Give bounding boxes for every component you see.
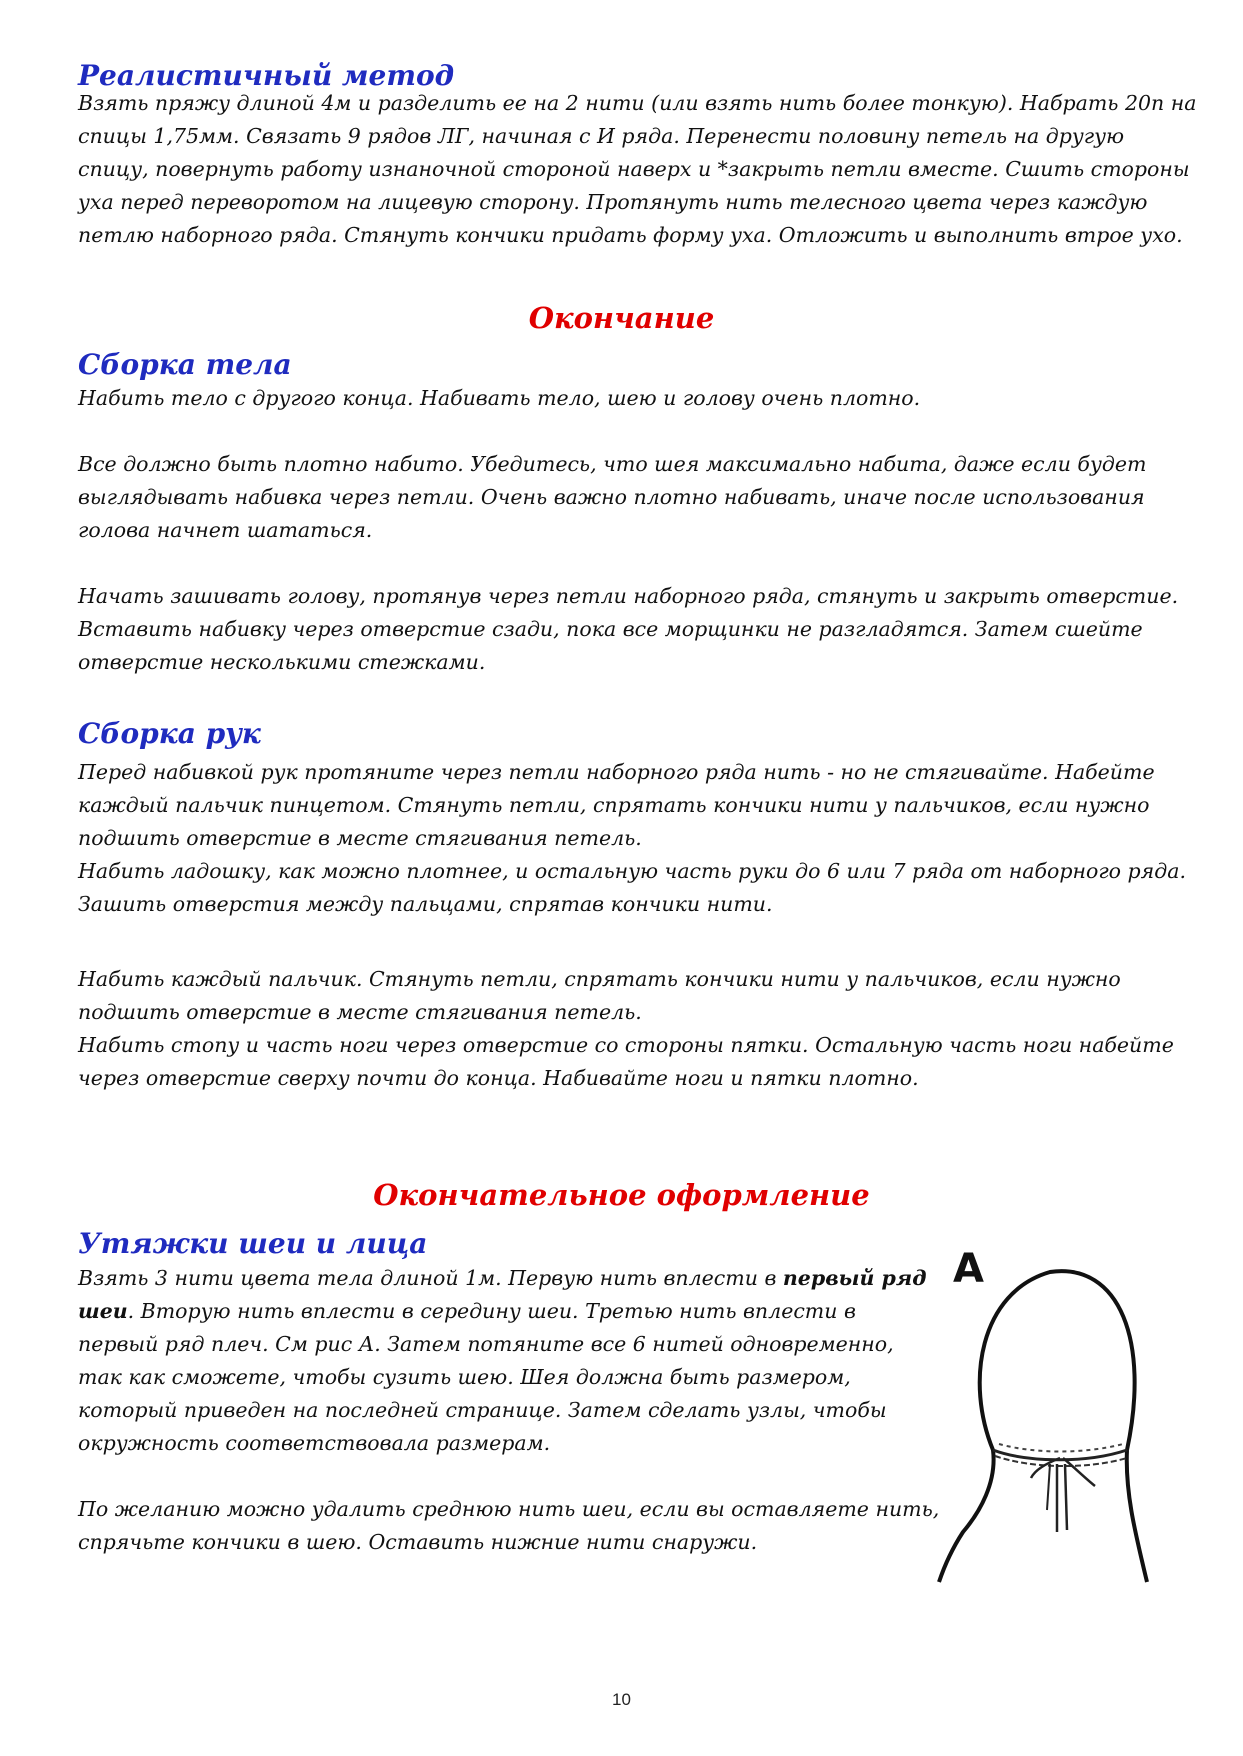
neck-tie-stitch xyxy=(999,1444,1123,1452)
text-line: спицу, повернуть работу изнаночной стороной наверх и *закрыть петли вместе. Сшить стороны xyxy=(78,157,1190,181)
paragraph-arms-2 xyxy=(78,963,1174,1095)
text-line: через отверстие сверху почти до конца. Набивайте ноги и пятки плотно. xyxy=(78,1066,919,1090)
thread-end xyxy=(1031,1458,1060,1478)
text-line: По желанию можно удалить среднюю нить шеи, если вы оставляете нить, xyxy=(78,1497,940,1521)
text-line: Набить стопу и часть ноги через отверстие со стороны пятки. Остальную часть ноги набейте xyxy=(78,1033,1174,1057)
thread-end xyxy=(1063,1458,1095,1486)
emphasis-text: шеи xyxy=(78,1299,128,1323)
text-line: Взять пряжу длиной 4м и разделить ее на 2 нити (или взять нить более тонкую). Набрать 20п на xyxy=(78,91,1197,115)
text-line: который приведен на последней странице. Затем сделать узлы, чтобы xyxy=(78,1398,887,1422)
paragraph-neck-1 xyxy=(78,1262,926,1460)
paragraph-body-2 xyxy=(78,448,1146,547)
text-line: голова начнет шататься. xyxy=(78,518,373,542)
text-line: Зашить отверстия между пальцами, спрятав кончики нити. xyxy=(78,892,773,916)
text-line: спицы 1,75мм. Связать 9 рядов ЛГ, начиная с И ряда. Перенести половину петель на другую xyxy=(78,124,1125,148)
text-line: первый ряд плеч. См рис А. Затем потяните все 6 нитей одновременно, xyxy=(78,1332,894,1356)
text-line: подшить отверстие в месте стягивания петель. xyxy=(78,1000,642,1024)
text-line: выглядывать набивка через петли. Очень важно плотно набивать, иначе после использования xyxy=(78,485,1145,509)
text-line: окружность соответствовала размерам. xyxy=(78,1431,551,1455)
text-line: отверстие несколькими стежками. xyxy=(78,650,486,674)
emphasis-text: первый ряд xyxy=(782,1266,927,1290)
thread-end xyxy=(1047,1464,1050,1510)
page-number: 10 xyxy=(612,1690,631,1709)
body-outline-right xyxy=(1127,1450,1147,1582)
text-line: каждый пальчик пинцетом. Стянуть петли, спрятать кончики нити у пальчиков, если нужно xyxy=(78,793,1150,817)
text-line: уха перед переворотом на лицевую сторону. Протянуть нить телесного цвета через каждую xyxy=(78,190,1148,214)
text-line xyxy=(78,1295,926,1328)
paragraph-body-3 xyxy=(78,580,1178,679)
body-outline-left xyxy=(939,1450,994,1582)
paragraph-body-1 xyxy=(78,382,920,415)
text-line: спрячьте кончики в шею. Оставить нижние нити снаружи. xyxy=(78,1530,758,1554)
text-run: Взять 3 нити цвета тела длиной 1м. Первую нить вплести в xyxy=(78,1266,783,1290)
figure-label: A xyxy=(953,1246,984,1292)
thread-end xyxy=(1065,1464,1067,1530)
text-line: так как сможете, чтобы сузить шею. Шея должна быть размером, xyxy=(78,1365,851,1389)
text-run: . Вторую нить вплести в середину шеи. Третью нить вплести в xyxy=(127,1299,856,1323)
text-line: подшить отверстие в месте стягивания петель. xyxy=(78,826,642,850)
paragraph-realistic-method xyxy=(78,87,1196,252)
text-line: Вставить набивку через отверстие сзади, пока все морщинки не разгладятся. Затем сшейте xyxy=(78,617,1143,641)
section-heading-neck-face-ties: Утяжки шеи и лица xyxy=(78,1227,428,1260)
text-line: Перед набивкой рук протяните через петли наборного ряда нить - но не стягивайте. Набейте xyxy=(78,760,1155,784)
section-heading-arms-assembly: Сборка рук xyxy=(78,717,261,750)
figure-a-neck-diagram xyxy=(935,1232,1175,1586)
text-line: Набить ладошку, как можно плотнее, и остальную часть руки до 6 или 7 ряда от наборного ряда. xyxy=(78,859,1186,883)
section-title-ending: Окончание xyxy=(528,301,715,335)
text-line: Начать зашивать голову, протянув через петли наборного ряда, стянуть и закрыть отверстие. xyxy=(78,584,1179,608)
text-line: петлю наборного ряда. Стянуть кончики придать форму уха. Отложить и выполнить втрое ухо. xyxy=(78,223,1183,247)
section-heading-realistic-method: Реалистичный метод xyxy=(78,59,455,92)
text-line: Набить каждый пальчик. Стянуть петли, спрятать кончики нити у пальчиков, если нужно xyxy=(78,967,1121,991)
paragraph-neck-2 xyxy=(78,1493,939,1559)
text-line: Набить тело с другого конца. Набивать тело, шею и голову очень плотно. xyxy=(78,386,921,410)
section-heading-body-assembly: Сборка тела xyxy=(78,348,292,381)
paragraph-arms-1 xyxy=(78,756,1186,921)
text-line xyxy=(78,1262,926,1295)
text-line: Все должно быть плотно набито. Убедитесь, что шея максимально набита, даже если будет xyxy=(78,452,1147,476)
section-title-final-design: Окончательное оформление xyxy=(373,1178,870,1212)
head-outline xyxy=(980,1271,1135,1450)
